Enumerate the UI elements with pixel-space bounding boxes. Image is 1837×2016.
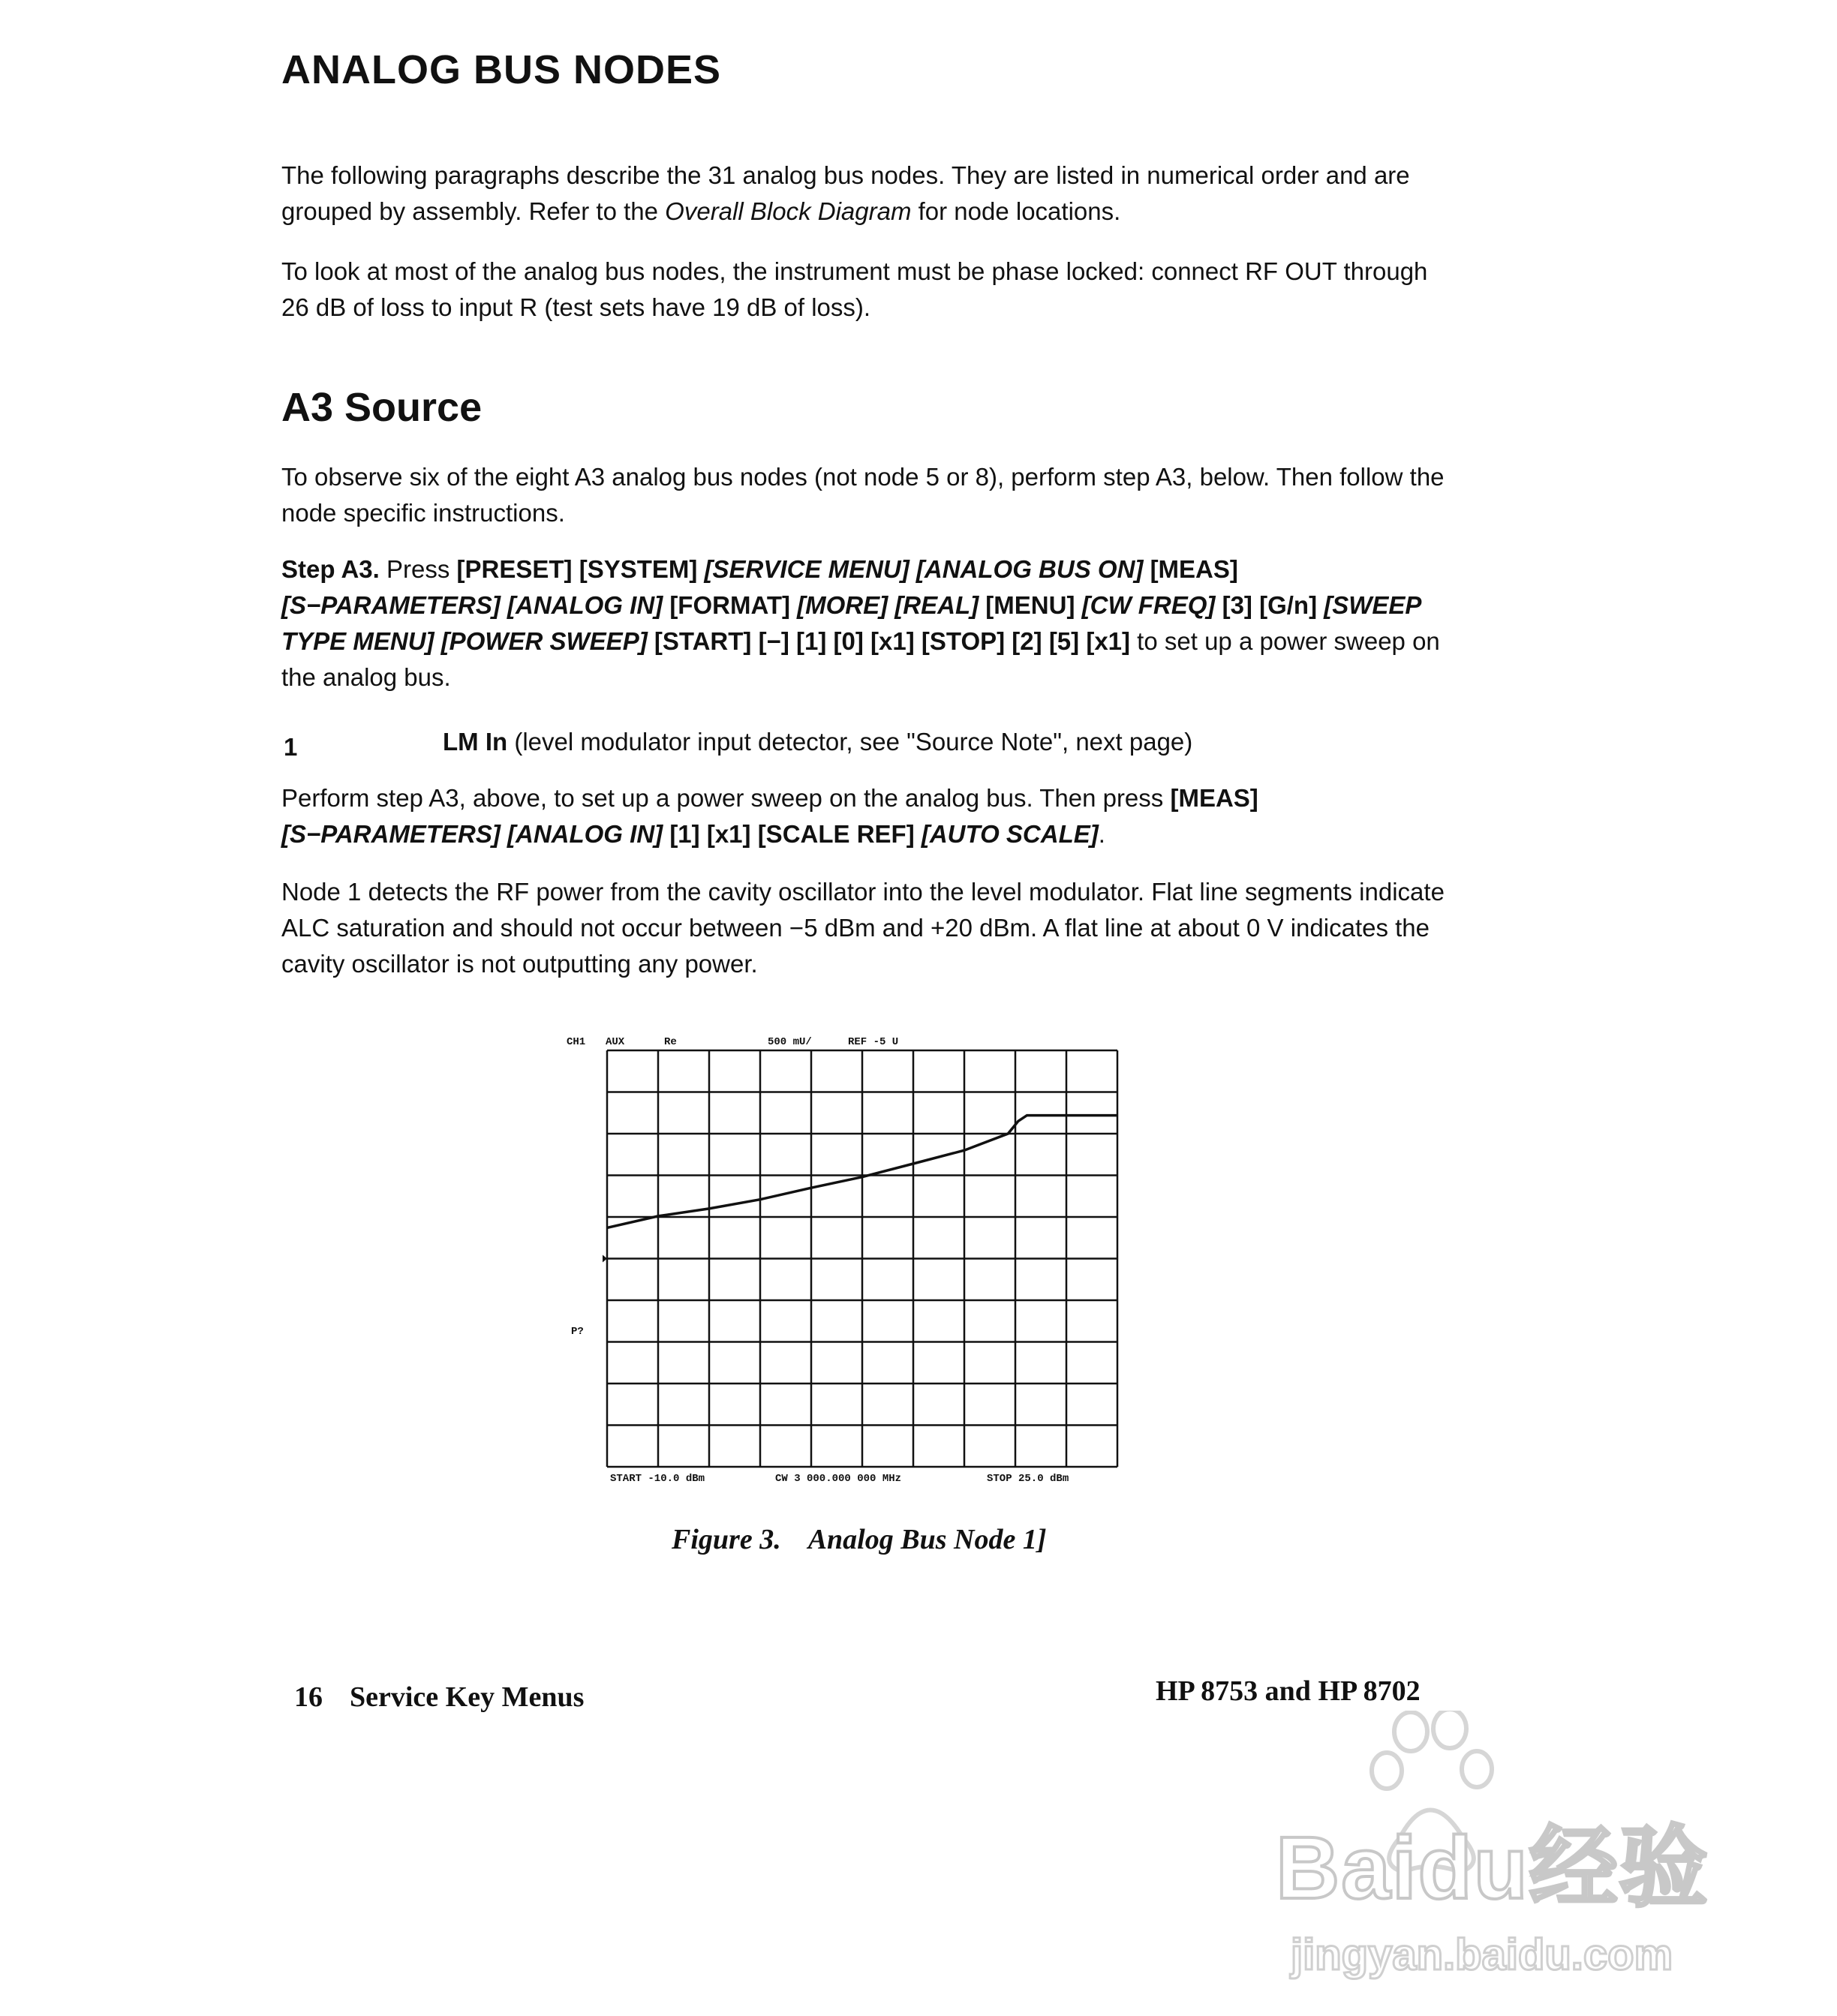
figure-title: Analog Bus Node 1] <box>807 1524 1047 1555</box>
figure-label: Figure 3. <box>672 1524 781 1555</box>
baidu-watermark-logo <box>1276 1711 1718 1996</box>
softkey-auto-scale: [AUTO SCALE] <box>921 820 1099 848</box>
section-title: A3 Source <box>281 385 483 430</box>
softkey-analog-in-2: [ANALOG IN] <box>507 820 663 848</box>
phase-lock-paragraph: To look at most of the analog bus nodes, the instrument must be phase locked: connect RF OUT through 26 dB of loss to input R (test sets have 19 dB of loss). <box>281 257 1428 321</box>
key-x1-2: [x1] <box>706 820 751 848</box>
chart-left-marker: P? <box>571 1326 584 1338</box>
footer-section: Service Key Menus <box>350 1681 585 1713</box>
softkey-power-sweep: [POWER SWEEP] <box>440 627 648 655</box>
key-preset: [PRESET] <box>456 555 573 583</box>
detects-paragraph: Node 1 detects the RF power from the cavity oscillator into the level modulator. Flat line segments indicate ALC saturation and should not occur between −5 dBm and +20 dBm. A flat line at about 0 V indicates the cavity oscillator is not outputting any power. <box>281 878 1445 978</box>
softkey-cw-freq: [CW FREQ] <box>1081 591 1216 619</box>
key-3: [3] <box>1222 591 1252 619</box>
chart-start: START -10.0 dBm <box>610 1473 705 1485</box>
softkey-real: [REAL] <box>894 591 979 619</box>
perform-end: . <box>1098 820 1105 848</box>
page-footer-left <box>294 1681 584 1714</box>
key-stop: [STOP] <box>921 627 1006 655</box>
node-number: 1 <box>284 733 298 761</box>
node-heading <box>443 728 1192 756</box>
key-2: [2] <box>1012 627 1042 655</box>
key-1-2: [1] <box>669 820 700 848</box>
step-a3-paragraph <box>281 551 1452 696</box>
intro-text-b: for node locations. <box>911 197 1121 225</box>
page-heading: ANALOG BUS NODES <box>281 47 722 92</box>
chart-stop: STOP 25.0 dBm <box>987 1473 1069 1485</box>
block-diagram-reference: Overall Block Diagram <box>665 197 912 225</box>
key-1: [1] <box>796 627 827 655</box>
node-name: LM In <box>443 728 508 756</box>
key-x1: [x1] <box>870 627 915 655</box>
softkey-sweep-type-menu: [SWEEP TYPE MENU] <box>281 591 1421 655</box>
key-meas-2: [MEAS] <box>1170 784 1258 812</box>
softkey-service-menu: [SERVICE MENU] <box>704 555 909 583</box>
softkey-more: [MORE] <box>797 591 888 619</box>
key-meas: [MEAS] <box>1150 555 1238 583</box>
chart-format: Re <box>664 1036 677 1048</box>
watermark-url: jingyan.baidu.com <box>1291 1930 1673 1979</box>
chart-channel: CH1 <box>567 1036 586 1048</box>
chart-scale: 500 mU/ <box>768 1036 812 1048</box>
chart-grid <box>607 1050 1117 1467</box>
chart-mode: AUX <box>606 1036 625 1048</box>
key-g-n: [G/n] <box>1259 591 1318 619</box>
key-start: [START] <box>654 627 752 655</box>
key-5: [5] <box>1048 627 1080 655</box>
chart-marks <box>603 1116 1117 1263</box>
step-label: Step A3. <box>281 555 380 583</box>
key-menu: [MENU] <box>985 591 1075 619</box>
node-description: (level modulator input detector, see "Source Note", next page) <box>507 728 1193 756</box>
observe-paragraph: To observe six of the eight A3 analog bus nodes (not node 5 or 8), perform step A3, below. Then follow the node specific instructions. <box>281 463 1445 527</box>
key-format: [FORMAT] <box>669 591 790 619</box>
analog-bus-node-chart <box>567 1035 1137 1486</box>
chart-ref: REF -5 U <box>848 1036 899 1048</box>
perform-text: Perform step A3, above, to set up a power sweep on the analog bus. Then press <box>281 784 1171 812</box>
key-scale-ref: [SCALE REF] <box>757 820 915 848</box>
step-press-text: Press <box>379 555 457 583</box>
footer-product: HP 8753 and HP 8702 <box>1156 1675 1421 1707</box>
key-minus: [−] <box>758 627 789 655</box>
softkey-s-parameters: [S−PARAMETERS] <box>281 591 501 619</box>
softkey-s-parameters-2: [S−PARAMETERS] <box>281 820 501 848</box>
intro-text-a: The following paragraphs describe the 31 analog bus nodes. They are listed in numerical order and are grouped by assembly. Refer to the <box>281 161 1410 225</box>
softkey-analog-bus-on: [ANALOG BUS ON] <box>915 555 1144 583</box>
perform-paragraph <box>281 780 1452 852</box>
chart-cw: CW 3 000.000 000 MHz <box>775 1473 902 1485</box>
step-tail-text: to set up a power sweep on the analog bus. <box>281 627 1440 691</box>
intro-paragraph <box>281 158 1452 230</box>
watermark-brand: Baidu经验 <box>1276 1819 1709 1918</box>
key-system: [SYSTEM] <box>579 555 698 583</box>
softkey-analog-in: [ANALOG IN] <box>507 591 663 619</box>
page-number: 16 <box>294 1681 323 1713</box>
key-0: [0] <box>833 627 864 655</box>
figure-caption <box>672 1523 1073 1556</box>
key-x1-end: [x1] <box>1086 627 1131 655</box>
